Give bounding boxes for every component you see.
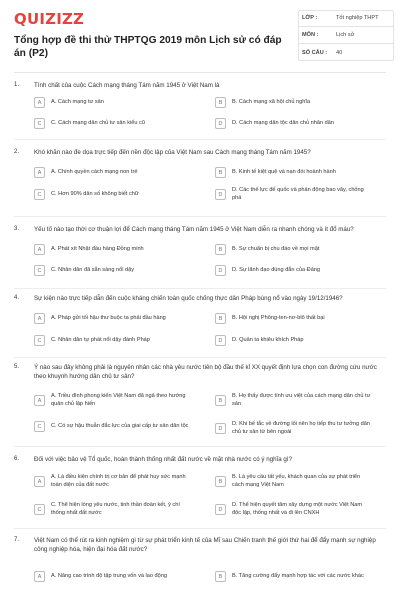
meta-value: Lịch sử (336, 32, 355, 38)
meta-row-class (298, 10, 394, 27)
meta-value: Tốt nghiệp THPT (336, 15, 379, 21)
option-text: D. Cách mạng dân tộc dân chủ nhân dân (232, 119, 335, 126)
option-letter-box: D (215, 265, 226, 276)
option-c[interactable] (34, 189, 191, 200)
option-text: D. Sự lãnh đạo đúng đắn của Đảng (232, 266, 321, 273)
option-text: C. Nhân dân đã sẵn sàng nổi dậy (51, 266, 135, 273)
option-text: B. Sự chuẩn bị chu đáo về mọi mặt (232, 245, 320, 252)
option-b[interactable] (215, 571, 372, 582)
option-text: B. Cách mạng xã hội chủ nghĩa (232, 98, 311, 105)
meta-label: LỚP : (302, 15, 318, 21)
option-text: A. Nâng cao trình độ tập trung vốn và lao động (51, 572, 167, 579)
option-d[interactable] (215, 187, 372, 202)
option-letter-box: C (34, 118, 45, 129)
option-c[interactable] (34, 265, 191, 276)
option-text: C. Thể hiện lòng yêu nước, tinh thần đoàn kết, ý chí thống nhất đất nước (51, 502, 180, 516)
option-a[interactable] (34, 474, 191, 489)
option-text: B. Là yêu cầu tất yếu, khách quan của sự phát triển cách mạng Việt Nam (232, 474, 361, 488)
option-a[interactable] (34, 244, 191, 255)
question-text: Việt Nam có thể rút ra kinh nghiệm gì từ sự phát triển kinh tế của Mĩ sau Chiến tranh thế giới thứ hai để đẩy mạnh sự nghiệp công nghiệp hóa, hiện đại hóa đất nước? (34, 537, 376, 553)
meta-table (298, 10, 394, 61)
question-divider (14, 139, 386, 140)
option-letter-box: C (34, 189, 45, 200)
option-letter-box: C (34, 335, 45, 346)
option-b[interactable] (215, 244, 372, 255)
option-letter-box: B (215, 244, 226, 255)
option-letter-box: C (34, 421, 45, 432)
option-d[interactable] (215, 265, 372, 276)
question-number: 4. (14, 295, 20, 301)
option-c[interactable] (34, 335, 191, 346)
option-text: A. Triều đình phong kiến Việt Nam đã ngả theo hướng quân chủ lập hiến (51, 393, 186, 407)
option-letter-box: A (34, 244, 45, 255)
question-divider (14, 528, 386, 529)
option-letter-box: B (215, 97, 226, 108)
question-text: Ý nào sau đây không phải là nguyên nhân các nhà yêu nước tiên bộ đầu thế kỉ XX quyết định lựa chọn con đường cứu nước theo khuynh hướng dân chủ tư sản? (34, 364, 377, 380)
option-letter-box: A (34, 571, 45, 582)
option-text: C. Hơn 90% dân số không biết chữ (51, 190, 139, 197)
question-number: 1. (14, 82, 20, 88)
option-text: A. Là điều kiện chính trị cơ bản để phát huy sức mạnh toàn diện của đất nước (51, 474, 186, 488)
option-letter-box: A (34, 313, 45, 324)
option-b[interactable] (215, 474, 372, 489)
option-text: D. Khi bế tắc về đường lối nên họ tiếp thu tư tưởng dân chủ tư sản từ bên ngoài (232, 421, 370, 435)
option-letter-box: B (215, 395, 226, 406)
worksheet-header (0, 0, 400, 72)
worksheet-title: Tổng hợp đề thi thử THPTQG 2019 môn Lịch sử có đáp án (P2) (14, 35, 282, 59)
option-a[interactable] (34, 97, 191, 108)
option-letter-box: A (34, 167, 45, 178)
meta-label: MÔN : (302, 32, 319, 38)
option-b[interactable] (215, 167, 372, 178)
question-number: 6. (14, 456, 20, 462)
question-divider (14, 446, 386, 447)
option-b[interactable] (215, 313, 372, 324)
question-number: 7. (14, 537, 20, 543)
option-b[interactable] (215, 393, 372, 408)
option-letter-box: B (215, 167, 226, 178)
option-letter-box: B (215, 476, 226, 487)
option-letter-box: D (215, 504, 226, 515)
option-text: C. Có sự hậu thuẫn đắc lực của giai cấp tư sản dân tộc (51, 422, 189, 429)
option-a[interactable] (34, 571, 191, 582)
question-text: Đối với việc bảo vệ Tổ quốc, hoàn thành thống nhất đất nước về mặt nhà nước có ý nghĩa gì? (34, 456, 293, 463)
option-text: A. Pháp gửi tối hậu thư buộc ta phải đầu hàng (51, 314, 166, 321)
option-letter-box: A (34, 395, 45, 406)
option-letter-box: A (34, 97, 45, 108)
question-number: 3. (14, 226, 20, 232)
option-text: D. Các thế lực đế quốc và phản động bao vây, chống phá (232, 187, 364, 201)
option-a[interactable] (34, 393, 191, 408)
option-letter-box: C (34, 265, 45, 276)
option-b[interactable] (215, 97, 372, 108)
option-c[interactable] (34, 502, 191, 517)
meta-row-subject (298, 27, 394, 44)
question-divider (14, 357, 386, 358)
meta-value: 40 (336, 49, 343, 56)
option-d[interactable] (215, 118, 372, 129)
option-text: B. Tăng cường đẩy mạnh hợp tác với các nước khác (232, 572, 364, 579)
option-text: D. Quân ta khiêu khích Pháp (232, 336, 304, 343)
question-text: Khó khăn nào đe dọa trực tiếp đến nền độc lập của Việt Nam sau Cách mạng tháng Tám năm 1945? (34, 149, 311, 156)
option-text: B. Hội nghị Phông-ten-nơ-blô thất bại (232, 314, 325, 321)
option-text: B. Kinh tế kiệt quệ và nạn đói hoành hành (232, 168, 336, 175)
question-text: Sự kiện nào trực tiếp dẫn đến cuộc kháng chiến toàn quốc chống thực dân Pháp bùng nổ vào ngày 19/12/1946? (34, 295, 343, 302)
question-number: 5. (14, 364, 20, 370)
question-divider (14, 216, 386, 217)
question-number: 2. (14, 149, 20, 155)
quizizz-logo: QUIZIZZ (14, 10, 85, 28)
option-d[interactable] (215, 335, 372, 346)
meta-label: SỐ CÂU : (302, 49, 328, 56)
meta-row-count (298, 44, 394, 61)
option-a[interactable] (34, 167, 191, 178)
option-letter-box: B (215, 313, 226, 324)
option-text: B. Họ thấy được tính ưu việt của cách mạng dân chủ tư sản (232, 393, 371, 407)
option-d[interactable] (215, 421, 372, 436)
option-letter-box: B (215, 571, 226, 582)
option-letter-box: D (215, 335, 226, 346)
question-text: Tính chất của cuộc Cách mạng tháng Tám năm 1945 ở Việt Nam là (34, 82, 220, 89)
option-c[interactable] (34, 118, 191, 129)
header-divider (14, 72, 386, 73)
option-text: C. Nhân dân tự phát nổi dậy đánh Pháp (51, 336, 150, 343)
option-text: C. Cách mạng dân chủ tư sản kiểu cũ (51, 119, 145, 126)
option-letter-box: D (215, 118, 226, 129)
option-letter-box: A (34, 476, 45, 487)
option-text: A. Chính quyền cách mạng non trẻ (51, 168, 138, 175)
option-c[interactable] (34, 421, 191, 432)
option-letter-box: D (215, 423, 226, 434)
option-text: A. Phát xít Nhật đầu hàng Đồng minh (51, 245, 144, 252)
option-text: A. Cách mạng tư sản (51, 98, 104, 105)
question-divider (14, 288, 386, 289)
option-letter-box: C (34, 504, 45, 515)
option-d[interactable] (215, 502, 372, 517)
question-text: Yếu tố nào tạo thời cơ thuận lợi để Cách mạng tháng Tám năm 1945 ở Việt Nam diễn ra nhanh chóng và ít đổ máu? (34, 226, 354, 233)
option-a[interactable] (34, 313, 191, 324)
option-text: D. Thể hiện quyết tâm xây dựng một nước Việt Nam độc lập, thống nhất và đi lên CNXH (232, 502, 363, 516)
option-letter-box: D (215, 189, 226, 200)
